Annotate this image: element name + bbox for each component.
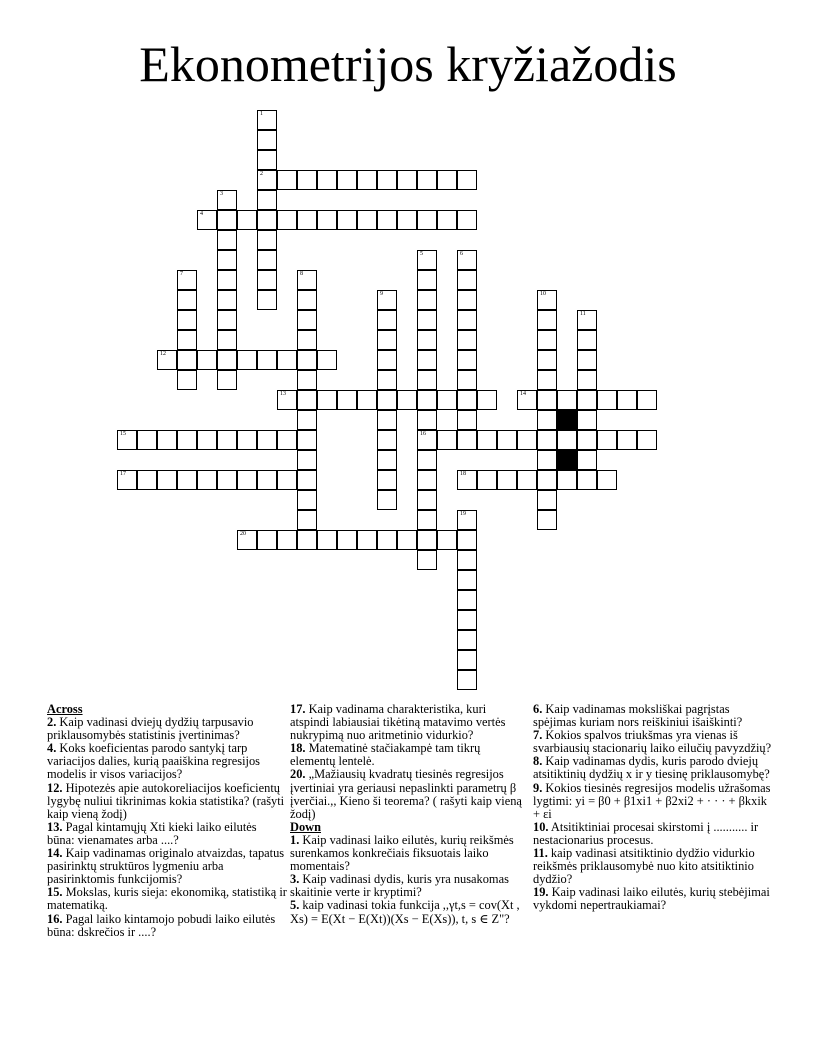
clue-number: 6 — [460, 251, 463, 257]
grid-cell[interactable] — [257, 470, 277, 490]
clue-number: 2 — [260, 171, 263, 177]
grid-cell[interactable] — [177, 330, 197, 350]
grid-cell[interactable] — [577, 410, 597, 430]
grid-cell[interactable] — [337, 170, 357, 190]
clue-across-2: 2. Kaip vadinasi dviejų dydžių tarpusavio priklausomybės statistinis įvertinimas? — [47, 715, 254, 743]
grid-cell[interactable] — [457, 610, 477, 630]
grid-cell[interactable] — [457, 530, 477, 550]
clue-down-19: 19. Kaip vadinasi laiko eilutės, kurių stebėjimai vykdomi nepertraukiamai? — [533, 885, 770, 913]
grid-cell[interactable] — [397, 170, 417, 190]
grid-cell[interactable] — [617, 390, 637, 410]
grid-cell[interactable] — [397, 530, 417, 550]
grid-cell[interactable] — [297, 390, 317, 410]
grid-cell[interactable] — [537, 450, 557, 470]
grid-cell[interactable] — [297, 530, 317, 550]
grid-cell[interactable] — [437, 170, 457, 190]
grid-cell[interactable] — [217, 270, 237, 290]
grid-cell[interactable] — [257, 150, 277, 170]
grid-cell[interactable] — [477, 390, 497, 410]
grid-cell[interactable] — [217, 290, 237, 310]
clue-down-3: 3. Kaip vadinasi dydis, kuris yra nusakomas skaitinie verte ir kryptimi? — [290, 872, 509, 900]
grid-cell[interactable] — [297, 410, 317, 430]
grid-cell[interactable] — [417, 450, 437, 470]
grid-cell[interactable] — [157, 430, 177, 450]
grid-cell[interactable] — [417, 490, 437, 510]
grid-cell[interactable] — [537, 290, 557, 310]
grid-cell[interactable] — [297, 490, 317, 510]
grid-cell[interactable] — [237, 470, 257, 490]
grid-cell[interactable] — [537, 330, 557, 350]
grid-cell[interactable] — [377, 530, 397, 550]
grid-cell[interactable] — [357, 170, 377, 190]
grid-cell[interactable] — [257, 350, 277, 370]
clue-number: 19 — [460, 511, 466, 517]
clue-number: 5 — [420, 251, 423, 257]
grid-cell[interactable] — [217, 470, 237, 490]
grid-cell[interactable] — [317, 390, 337, 410]
grid-cell[interactable] — [377, 170, 397, 190]
grid-cell[interactable] — [297, 370, 317, 390]
grid-cell[interactable] — [257, 250, 277, 270]
grid-cell[interactable] — [297, 210, 317, 230]
grid-cell[interactable] — [157, 350, 177, 370]
grid-cell[interactable] — [377, 310, 397, 330]
grid-cell[interactable] — [417, 290, 437, 310]
grid-cell[interactable] — [377, 210, 397, 230]
clue-across-12: 12. Hipotezės apie autokoreliacijos koeficientų lygybę nuliui tikrinimas kokia statistika? (rašyti kaip vieną žodį) — [47, 780, 285, 821]
clue-across-17: 17. Kaip vadinama charakteristika, kuri atspindi labiausiai tikėtiną matavimo vertės nukrypimą nuo aritmetinio vidurkio? — [290, 702, 506, 743]
grid-cell[interactable] — [417, 270, 437, 290]
grid-cell[interactable] — [537, 510, 557, 530]
grid-cell[interactable] — [597, 470, 617, 490]
grid-cell[interactable] — [257, 110, 277, 130]
grid-cell[interactable] — [197, 430, 217, 450]
grid-cell[interactable] — [177, 350, 197, 370]
clue-across-20: 20. „Mažiausių kvadratų tiesinės regresijos įvertiniai yra geriausi nepaslinkti parametrų β įverčiai.,, Kieno ši teorema? ( rašyti kaip vieną žodį) — [290, 767, 522, 821]
clue-down-8: 8. Kaip vadinamas dydis, kuris parodo dviejų atsitiktinių dydžių x ir y tiesinę priklausomybę? — [533, 754, 770, 782]
grid-cell[interactable] — [197, 210, 217, 230]
clue-across-15: 15. Mokslas, kuris sieja: ekonomiką, statistiką ir matematiką. — [47, 885, 287, 913]
grid-cell[interactable] — [377, 390, 397, 410]
clue-down-11: 11. kaip vadinasi atsitiktinio dydžio vidurkio reikšmės priklausomybė nuo kito atsitiktinio dydžio? — [533, 846, 755, 887]
grid-cell[interactable] — [537, 410, 557, 430]
grid-cell[interactable] — [137, 470, 157, 490]
grid-cell[interactable] — [457, 310, 477, 330]
grid-cell[interactable] — [297, 270, 317, 290]
grid-cell[interactable] — [297, 170, 317, 190]
grid-cell[interactable] — [457, 170, 477, 190]
grid-cell[interactable] — [217, 430, 237, 450]
grid-cell[interactable] — [477, 470, 497, 490]
grid-cell[interactable] — [457, 210, 477, 230]
grid-cell[interactable] — [177, 270, 197, 290]
grid-cell[interactable] — [217, 250, 237, 270]
grid-cell[interactable] — [517, 430, 537, 450]
grid-cell[interactable] — [297, 290, 317, 310]
clue-across-14: 14. Kaip vadinamas originalo atvaizdas, tapatus pasirinktų struktūros lygmeniu arba pasirinktomis funkcijomis? — [47, 846, 285, 887]
clue-number: 18 — [460, 471, 466, 477]
grid-cell[interactable] — [277, 430, 297, 450]
grid-cell[interactable] — [537, 370, 557, 390]
grid-cell[interactable] — [457, 370, 477, 390]
grid-cell[interactable] — [517, 390, 537, 410]
grid-cell[interactable] — [357, 530, 377, 550]
grid-cell[interactable] — [177, 370, 197, 390]
grid-cell[interactable] — [257, 530, 277, 550]
grid-cell[interactable] — [517, 470, 537, 490]
grid-cell[interactable] — [557, 430, 577, 450]
grid-cell[interactable] — [417, 550, 437, 570]
clue-number: 8 — [300, 271, 303, 277]
grid-cell[interactable] — [297, 350, 317, 370]
grid-cell[interactable] — [197, 350, 217, 370]
grid-cell[interactable] — [257, 230, 277, 250]
blocked-cell — [557, 450, 577, 470]
grid-cell[interactable] — [597, 430, 617, 450]
grid-cell[interactable] — [457, 350, 477, 370]
grid-cell[interactable] — [217, 190, 237, 210]
clue-number: 1 — [260, 111, 263, 117]
clue-number: 10 — [540, 291, 546, 297]
clue-down-10: 10. Atsitiktiniai procesai skirstomi į ........... ir nestacionarius procesus. — [533, 819, 759, 847]
grid-cell[interactable] — [297, 470, 317, 490]
grid-cell[interactable] — [437, 210, 457, 230]
grid-cell[interactable] — [417, 510, 437, 530]
grid-cell[interactable] — [457, 390, 477, 410]
clues-column-3 — [533, 703, 773, 913]
clue-number: 4 — [200, 211, 203, 217]
grid-cell[interactable] — [157, 470, 177, 490]
grid-cell[interactable] — [417, 210, 437, 230]
grid-cell[interactable] — [297, 430, 317, 450]
grid-cell[interactable] — [377, 290, 397, 310]
clue-number: 17 — [120, 471, 126, 477]
grid-cell[interactable] — [317, 530, 337, 550]
grid-cell[interactable] — [377, 450, 397, 470]
grid-cell[interactable] — [377, 370, 397, 390]
grid-cell[interactable] — [217, 350, 237, 370]
clue-number: 16 — [420, 431, 426, 437]
grid-cell[interactable] — [397, 210, 417, 230]
grid-cell[interactable] — [217, 230, 237, 250]
grid-cell[interactable] — [277, 350, 297, 370]
grid-cell[interactable] — [417, 370, 437, 390]
grid-cell[interactable] — [257, 210, 277, 230]
grid-cell[interactable] — [277, 530, 297, 550]
grid-cell[interactable] — [397, 390, 417, 410]
clue-number: 3 — [220, 191, 223, 197]
clue-number: 13 — [280, 391, 286, 397]
grid-cell[interactable] — [237, 530, 257, 550]
grid-cell[interactable] — [257, 190, 277, 210]
clues-column-1 — [47, 703, 287, 939]
clue-across-16: 16. Pagal laiko kintamojo pobudi laiko eilutės būna: dskrečios ir ....? — [47, 911, 276, 939]
grid-cell[interactable] — [417, 310, 437, 330]
grid-cell[interactable] — [417, 470, 437, 490]
grid-cell[interactable] — [377, 430, 397, 450]
grid-cell[interactable] — [217, 210, 237, 230]
grid-cell[interactable] — [597, 390, 617, 410]
grid-cell[interactable] — [437, 430, 457, 450]
grid-cell[interactable] — [437, 390, 457, 410]
grid-cell[interactable] — [417, 530, 437, 550]
grid-cell[interactable] — [377, 330, 397, 350]
grid-cell[interactable] — [377, 350, 397, 370]
grid-cell[interactable] — [317, 350, 337, 370]
grid-cell[interactable] — [117, 470, 137, 490]
grid-cell[interactable] — [577, 330, 597, 350]
grid-cell[interactable] — [217, 370, 237, 390]
grid-cell[interactable] — [257, 170, 277, 190]
grid-cell[interactable] — [417, 410, 437, 430]
clue-number: 15 — [120, 431, 126, 437]
grid-cell[interactable] — [417, 330, 437, 350]
grid-cell[interactable] — [337, 210, 357, 230]
grid-cell[interactable] — [237, 430, 257, 450]
grid-cell[interactable] — [537, 390, 557, 410]
grid-cell[interactable] — [417, 350, 437, 370]
grid-cell[interactable] — [537, 490, 557, 510]
clues-column-2 — [290, 703, 528, 926]
grid-cell[interactable] — [177, 470, 197, 490]
grid-cell[interactable] — [297, 310, 317, 330]
clue-across-18: 18. Matematinė stačiakampė tam tikrų elementų lentelė. — [290, 741, 481, 769]
grid-cell[interactable] — [637, 390, 657, 410]
grid-cell[interactable] — [197, 470, 217, 490]
grid-cell[interactable] — [277, 390, 297, 410]
grid-cell[interactable] — [477, 430, 497, 450]
grid-cell[interactable] — [217, 310, 237, 330]
grid-cell[interactable] — [457, 290, 477, 310]
down-heading: Down — [290, 819, 321, 834]
grid-cell[interactable] — [457, 590, 477, 610]
grid-cell[interactable] — [617, 430, 637, 450]
blocked-cell — [557, 410, 577, 430]
grid-cell[interactable] — [117, 430, 137, 450]
grid-cell[interactable] — [297, 450, 317, 470]
grid-cell[interactable] — [417, 390, 437, 410]
grid-cell[interactable] — [557, 470, 577, 490]
grid-cell[interactable] — [457, 570, 477, 590]
grid-cell[interactable] — [577, 310, 597, 330]
grid-cell[interactable] — [537, 310, 557, 330]
clue-across-4: 4. Koks koeficientas parodo santykį tarp variacijos dalies, kurią paaiškina regresijos modelis ir visos variacijos? — [47, 741, 260, 782]
clue-number: 7 — [180, 271, 183, 277]
grid-cell[interactable] — [237, 210, 257, 230]
grid-cell[interactable] — [177, 430, 197, 450]
grid-cell[interactable] — [277, 470, 297, 490]
grid-cell[interactable] — [537, 430, 557, 450]
grid-cell[interactable] — [457, 430, 477, 450]
grid-cell[interactable] — [457, 550, 477, 570]
grid-cell[interactable] — [557, 390, 577, 410]
clue-number: 12 — [160, 351, 166, 357]
clue-down-6: 6. Kaip vadinamas moksliškai pagrįstas spėjimas kuriam nors reiškiniui išaiškinti? — [533, 702, 743, 730]
grid-cell[interactable] — [377, 490, 397, 510]
grid-cell[interactable] — [257, 130, 277, 150]
grid-cell[interactable] — [457, 410, 477, 430]
clue-number: 11 — [580, 311, 586, 317]
grid-cell[interactable] — [417, 250, 437, 270]
grid-cell[interactable] — [277, 210, 297, 230]
grid-cell[interactable] — [297, 510, 317, 530]
grid-cell[interactable] — [577, 370, 597, 390]
grid-cell[interactable] — [577, 390, 597, 410]
grid-cell[interactable] — [457, 510, 477, 530]
grid-cell[interactable] — [377, 470, 397, 490]
grid-cell[interactable] — [537, 350, 557, 370]
grid-cell[interactable] — [237, 350, 257, 370]
grid-cell[interactable] — [277, 170, 297, 190]
page-title: Ekonometrijos kryžiažodis — [139, 36, 677, 92]
grid-cell[interactable] — [357, 390, 377, 410]
clue-number: 9 — [380, 291, 383, 297]
grid-cell[interactable] — [457, 630, 477, 650]
grid-cell[interactable] — [177, 290, 197, 310]
grid-cell[interactable] — [257, 430, 277, 450]
grid-cell[interactable] — [497, 430, 517, 450]
clue-down-7: 7. Kokios spalvos triukšmas yra vienas iš svarbiausių stacionarių laiko eilučių pavyzdžių? — [533, 728, 772, 756]
grid-cell[interactable] — [637, 430, 657, 450]
grid-cell[interactable] — [437, 530, 457, 550]
grid-cell[interactable] — [217, 330, 237, 350]
grid-cell[interactable] — [457, 330, 477, 350]
clue-down-5: 5. kaip vadinasi tokia funkcija ,,γt,s = cov(Xt , Xs) = E(Xt − E(Xt))(Xs − E(Xs)), t, s ∈ Z"? — [290, 898, 520, 926]
grid-cell[interactable] — [497, 470, 517, 490]
grid-cell[interactable] — [317, 170, 337, 190]
clue-number: 20 — [240, 531, 246, 537]
grid-cell[interactable] — [317, 210, 337, 230]
grid-cell[interactable] — [137, 430, 157, 450]
grid-cell[interactable] — [257, 270, 277, 290]
grid-cell[interactable] — [577, 470, 597, 490]
grid-cell[interactable] — [177, 310, 197, 330]
grid-cell[interactable] — [457, 270, 477, 290]
grid-cell[interactable] — [577, 450, 597, 470]
grid-cell[interactable] — [417, 430, 437, 450]
clue-down-9: 9. Kokios tiesinės regresijos modelis užrašomas lygtimi: yi = β0 + β1xi1 + β2xi2 + · · · + βkxik + εi — [533, 780, 771, 821]
grid-cell[interactable] — [257, 290, 277, 310]
grid-cell[interactable] — [577, 350, 597, 370]
grid-cell[interactable] — [417, 170, 437, 190]
grid-cell[interactable] — [297, 330, 317, 350]
grid-cell[interactable] — [457, 650, 477, 670]
grid-cell[interactable] — [357, 210, 377, 230]
grid-cell[interactable] — [337, 530, 357, 550]
grid-cell[interactable] — [377, 410, 397, 430]
grid-cell[interactable] — [457, 670, 477, 690]
across-heading: Across — [47, 702, 83, 716]
grid-cell[interactable] — [577, 430, 597, 450]
grid-cell[interactable] — [457, 250, 477, 270]
grid-cell[interactable] — [537, 470, 557, 490]
clue-down-1: 1. Kaip vadinasi laiko eilutės, kurių reikšmės surenkamos konkrečiais fiksuotais laiko momentais? — [290, 832, 514, 874]
clue-across-13: 13. Pagal kintamųjų Xti kieki laiko eilutės būna: vienamates arba ....? — [47, 819, 257, 847]
grid-cell[interactable] — [337, 390, 357, 410]
clue-number: 14 — [520, 391, 526, 397]
grid-cell[interactable] — [457, 470, 477, 490]
